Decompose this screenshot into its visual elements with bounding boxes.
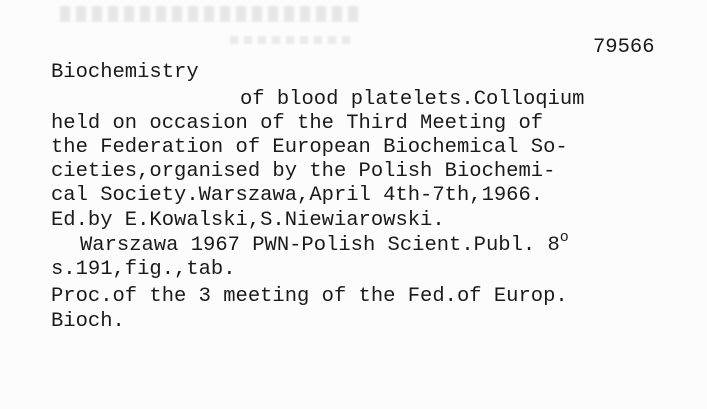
note-line-2: Bioch. [51,310,125,333]
description-line-3: held on occasion of the Third Meeting of [51,112,544,135]
editors-line: Ed.by E.Kowalski,S.Niewiarowski. [51,209,445,232]
faded-marks-2 [230,36,350,44]
description-line-5: cieties,organised by the Polish Biochemi- [51,160,556,183]
title-line-2: of blood platelets.Colloqium [240,88,585,111]
imprint-line [80,229,569,258]
title-line-1: Biochemistry [51,61,199,84]
description-line-4: the Federation of European Biochemical So- [51,136,568,159]
call-number: 79566 [593,36,655,59]
faded-marks [60,6,360,22]
collation-line: s.191,fig.,tab. [51,258,236,281]
imprint-text: Warszawa 1967 PWN-Polish Scient.Publ. 8 [80,234,560,257]
format-superscript: o [559,229,569,246]
description-line-6: cal Society.Warszawa,April 4th-7th,1966. [51,184,544,207]
note-line-1: Proc.of the 3 meeting of the Fed.of Europ. [51,285,568,308]
